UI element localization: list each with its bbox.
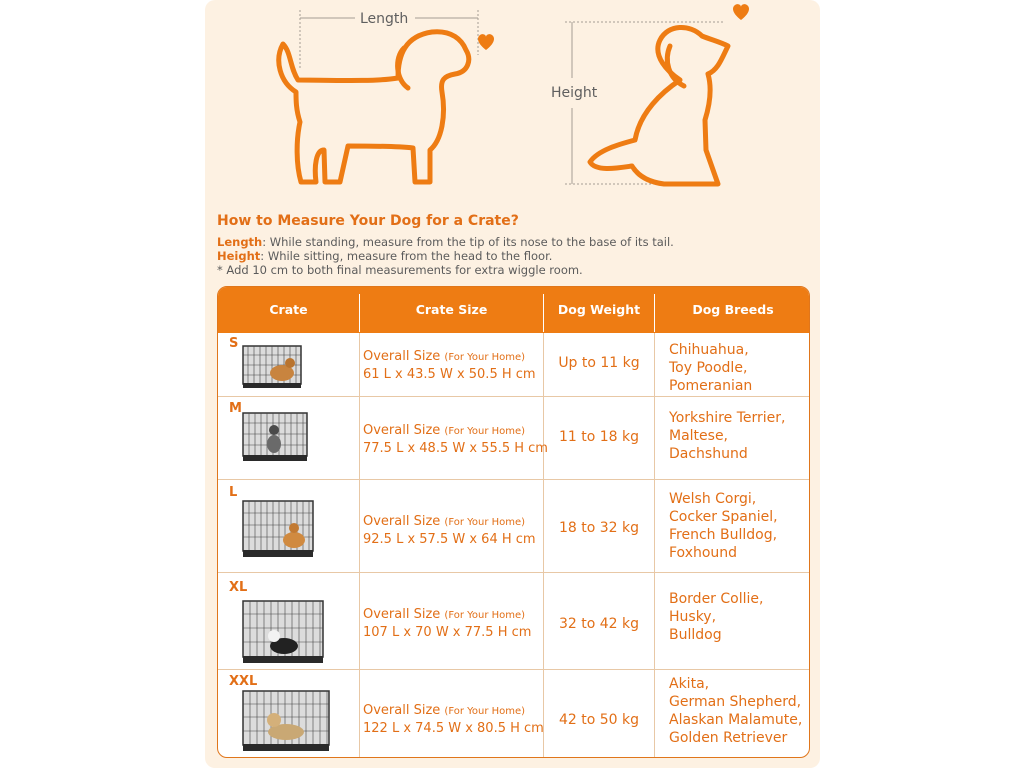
- table-header: [218, 287, 809, 333]
- crate-photo: [242, 600, 324, 664]
- sitting-dog-icon: [590, 27, 728, 184]
- wiggle-room-note: * Add 10 cm to both final measurements for extra wiggle room.: [217, 263, 583, 277]
- crate-size-label: L: [229, 485, 238, 500]
- length-label: Length: [360, 11, 409, 27]
- crate-size-label: S: [229, 336, 239, 351]
- height-label: Height: [551, 85, 598, 101]
- heart-icon: [733, 4, 749, 20]
- heart-icon: [478, 34, 494, 50]
- crate-overall-size: Overall Size (For Your Home) 107 L x 70 W x 77.5 H cm: [363, 607, 532, 640]
- crate-size-label: XL: [229, 580, 248, 595]
- crate-overall-size: Overall Size (For Your Home) 122 L x 74.5 W x 80.5 H cm: [363, 703, 544, 736]
- header-crate-size: Crate Size: [415, 302, 488, 317]
- dog-weight: 42 to 50 kg: [558, 712, 640, 728]
- height-instruction: Height: While sitting, measure from the head to the floor.: [217, 249, 553, 263]
- crate-photo: [242, 690, 330, 752]
- dog-breeds: Chihuahua, Toy Poodle, Pomeranian: [669, 342, 753, 394]
- size-table: [217, 286, 810, 758]
- header-dog-weight: Dog Weight: [557, 302, 641, 317]
- dog-breeds: Welsh Corgi, Cocker Spaniel, French Bulldog, Foxhound: [669, 491, 778, 561]
- table-row: [218, 670, 809, 758]
- dog-weight: 32 to 42 kg: [558, 616, 640, 632]
- dog-weight: 11 to 18 kg: [558, 429, 640, 445]
- dog-breeds: Yorkshire Terrier, Maltese, Dachshund: [669, 410, 786, 462]
- crate-photo: [242, 345, 302, 389]
- crate-overall-size: Overall Size (For Your Home) 61 L x 43.5 W x 50.5 H cm: [363, 349, 536, 382]
- table-row: [218, 480, 809, 572]
- header-crate: Crate: [269, 302, 308, 317]
- crate-size-label: XXL: [229, 674, 258, 689]
- table-row: [218, 397, 809, 479]
- crate-photo: [242, 500, 314, 558]
- dog-breeds: Border Collie, Husky, Bulldog: [669, 591, 764, 643]
- crate-overall-size: Overall Size (For Your Home) 92.5 L x 57.5 W x 64 H cm: [363, 514, 536, 547]
- measure-diagram: [0, 0, 1024, 210]
- standing-dog-icon: [279, 32, 469, 182]
- crate-photo: [242, 412, 308, 462]
- dog-breeds: Akita, German Shepherd, Alaskan Malamute, Golden Retriever: [669, 676, 803, 746]
- table-row: [218, 573, 809, 669]
- dog-weight: 18 to 32 kg: [558, 520, 640, 536]
- dog-weight: Up to 11 kg: [558, 355, 640, 371]
- crate-size-label: M: [229, 401, 242, 416]
- header-dog-breeds: Dog Breeds: [692, 302, 774, 317]
- crate-overall-size: Overall Size (For Your Home) 77.5 L x 48.5 W x 55.5 H cm: [363, 423, 548, 456]
- table-row: [218, 333, 809, 396]
- length-instruction: Length: While standing, measure from the tip of its nose to the base of its tail.: [217, 235, 674, 249]
- page-title: How to Measure Your Dog for a Crate?: [217, 213, 519, 229]
